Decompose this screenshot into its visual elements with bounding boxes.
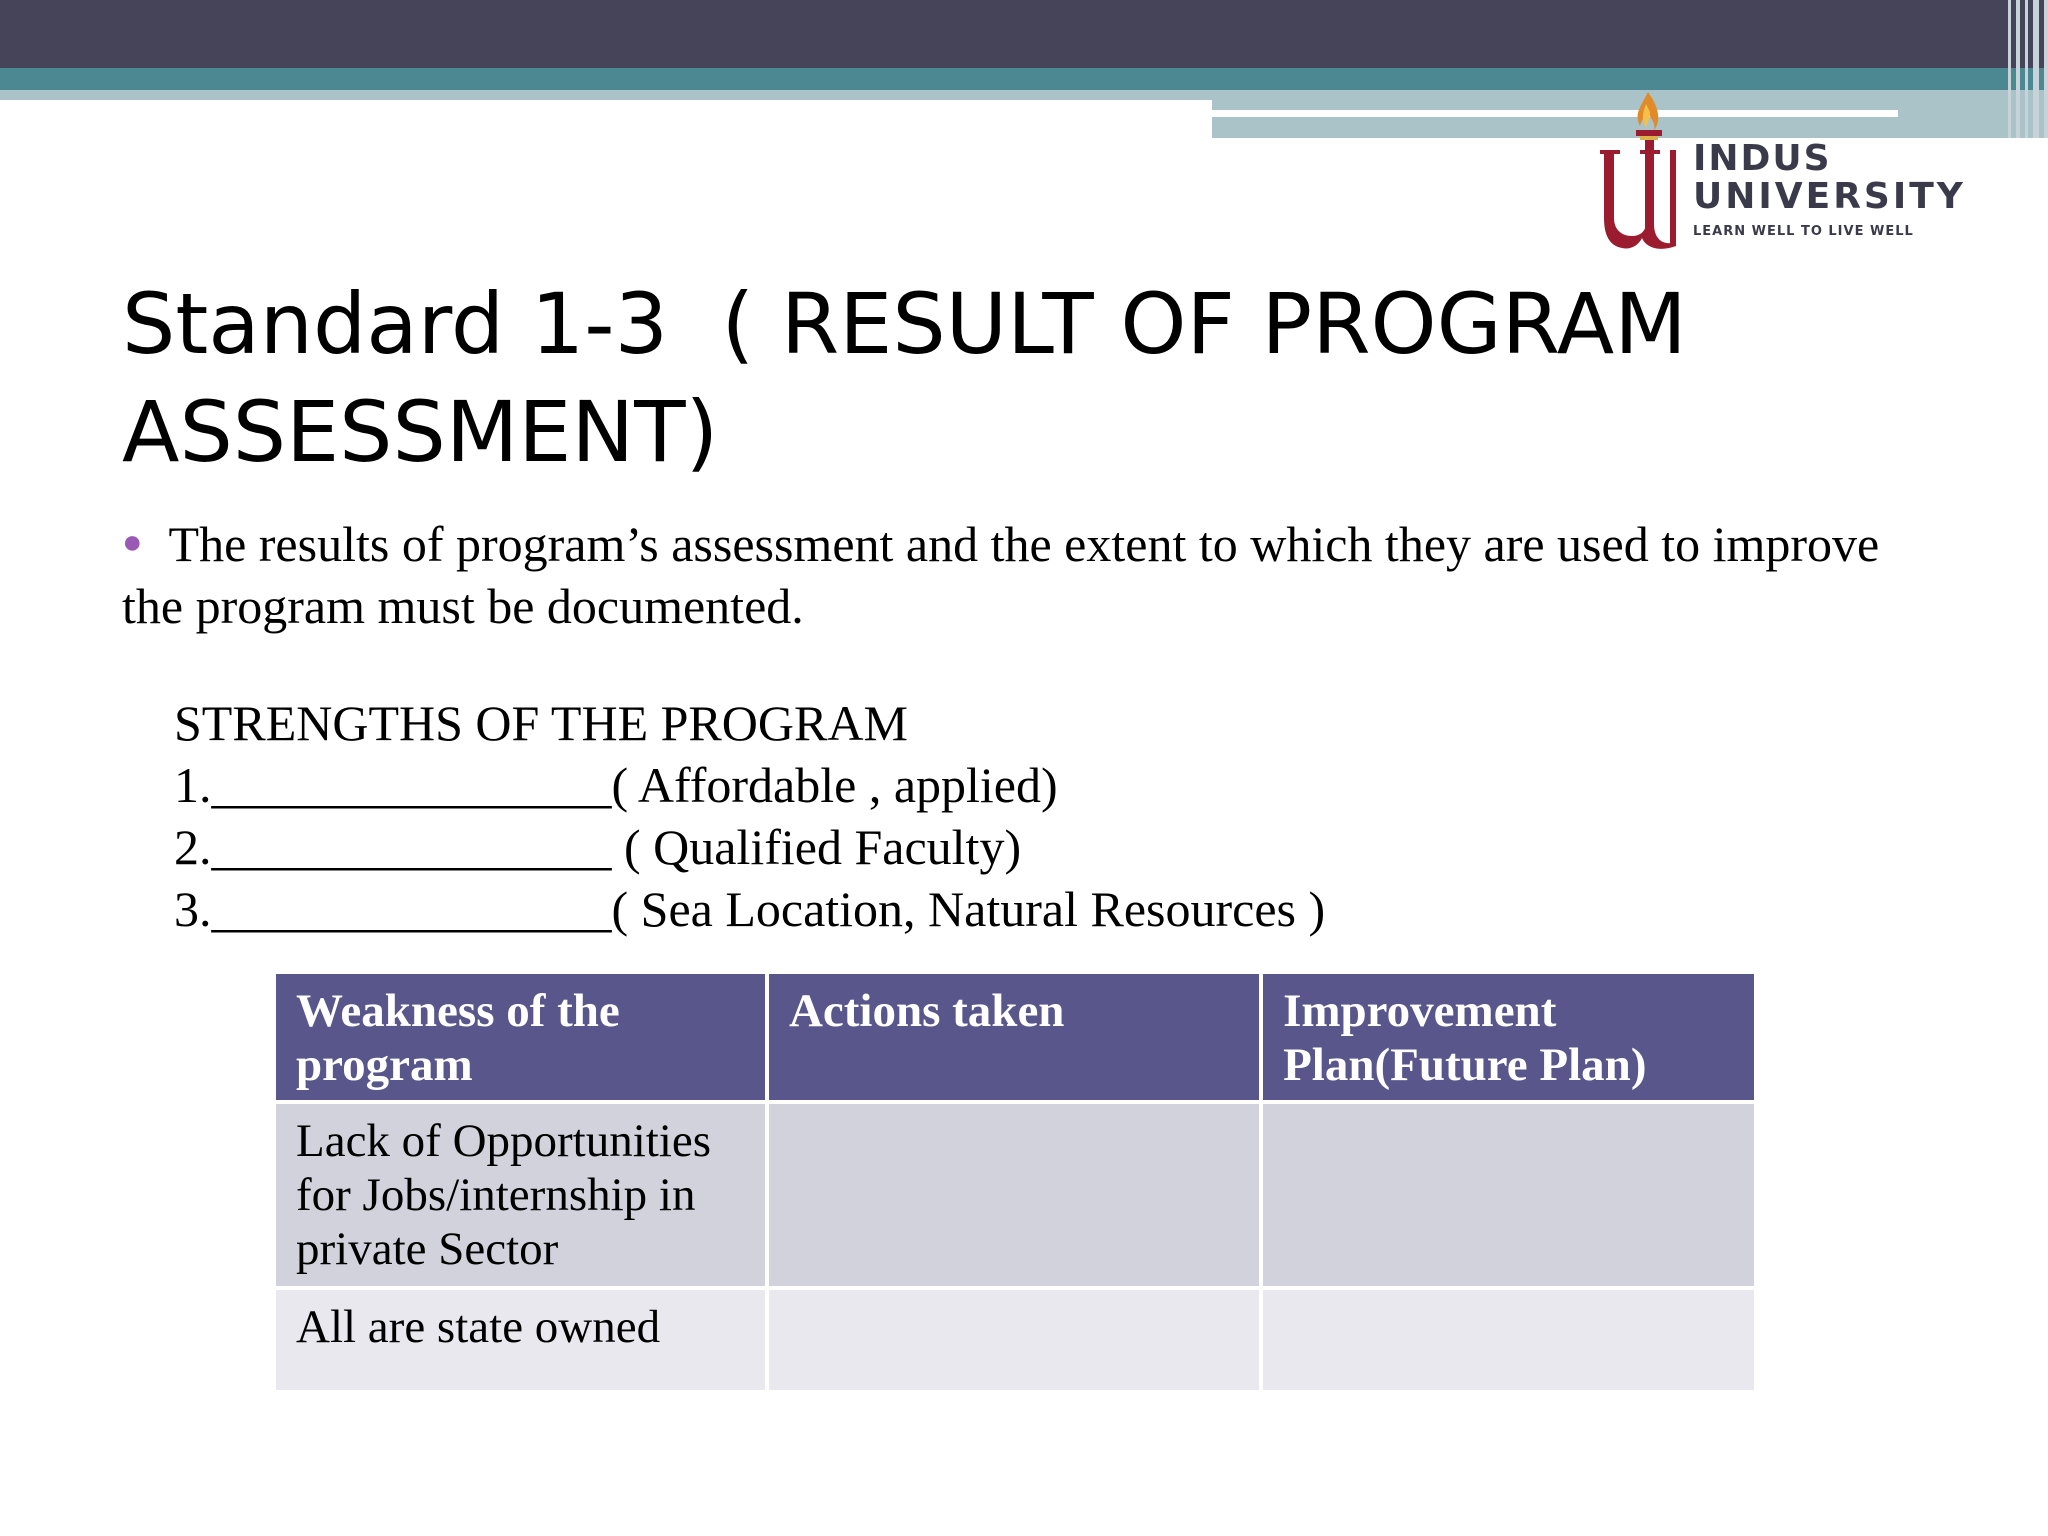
- page-title-line1: Standard 1-3 ( RESULT OF PROGRAM: [122, 275, 1687, 373]
- strength-item: 3.________________( Sea Location, Natural Resources ): [174, 881, 1326, 937]
- header-band-light: [0, 90, 1212, 100]
- table-header-row: [276, 974, 1754, 1100]
- column-header-weakness: Weakness of the program: [276, 974, 765, 1100]
- table-cell: [769, 1290, 1259, 1390]
- page-title: [122, 270, 1922, 486]
- bullet-point: [122, 512, 1922, 637]
- strengths-heading: STRENGTHS OF THE PROGRAM: [174, 695, 908, 751]
- logo-emblem-icon: [1590, 90, 1700, 250]
- table-row: [276, 1104, 1754, 1286]
- strengths-section: [174, 692, 1325, 940]
- strength-item: 2.________________ ( Qualified Faculty): [174, 819, 1022, 875]
- header-band-teal: [0, 68, 2048, 90]
- strength-item: 1.________________( Affordable , applied): [174, 757, 1058, 813]
- weakness-table: [272, 970, 1758, 1394]
- column-header-improvement: Improvement Plan(Future Plan): [1263, 974, 1754, 1100]
- logo-tagline: LEARN WELL TO LIVE WELL: [1693, 224, 1914, 239]
- logo-text: [1693, 140, 1966, 239]
- bullet-text: The results of program’s assessment and the extent to which they are used to improve the program must be documented.: [122, 516, 1880, 634]
- bullet-dot-icon: ●: [122, 524, 143, 561]
- table-row: [276, 1290, 1754, 1390]
- table-cell: [769, 1104, 1259, 1286]
- header-band-dark: [0, 0, 2048, 68]
- logo-name-line2: UNIVERSITY: [1693, 176, 1966, 217]
- column-header-actions: Actions taken: [769, 974, 1259, 1100]
- table-cell: [1263, 1290, 1754, 1390]
- table-cell: All are state owned: [276, 1290, 765, 1390]
- page-title-line2: ASSESSMENT): [122, 383, 719, 481]
- table-cell: Lack of Opportunities for Jobs/internship in private Sector: [276, 1104, 765, 1286]
- logo-name-line1: INDUS: [1693, 138, 1832, 179]
- table-cell: [1263, 1104, 1754, 1286]
